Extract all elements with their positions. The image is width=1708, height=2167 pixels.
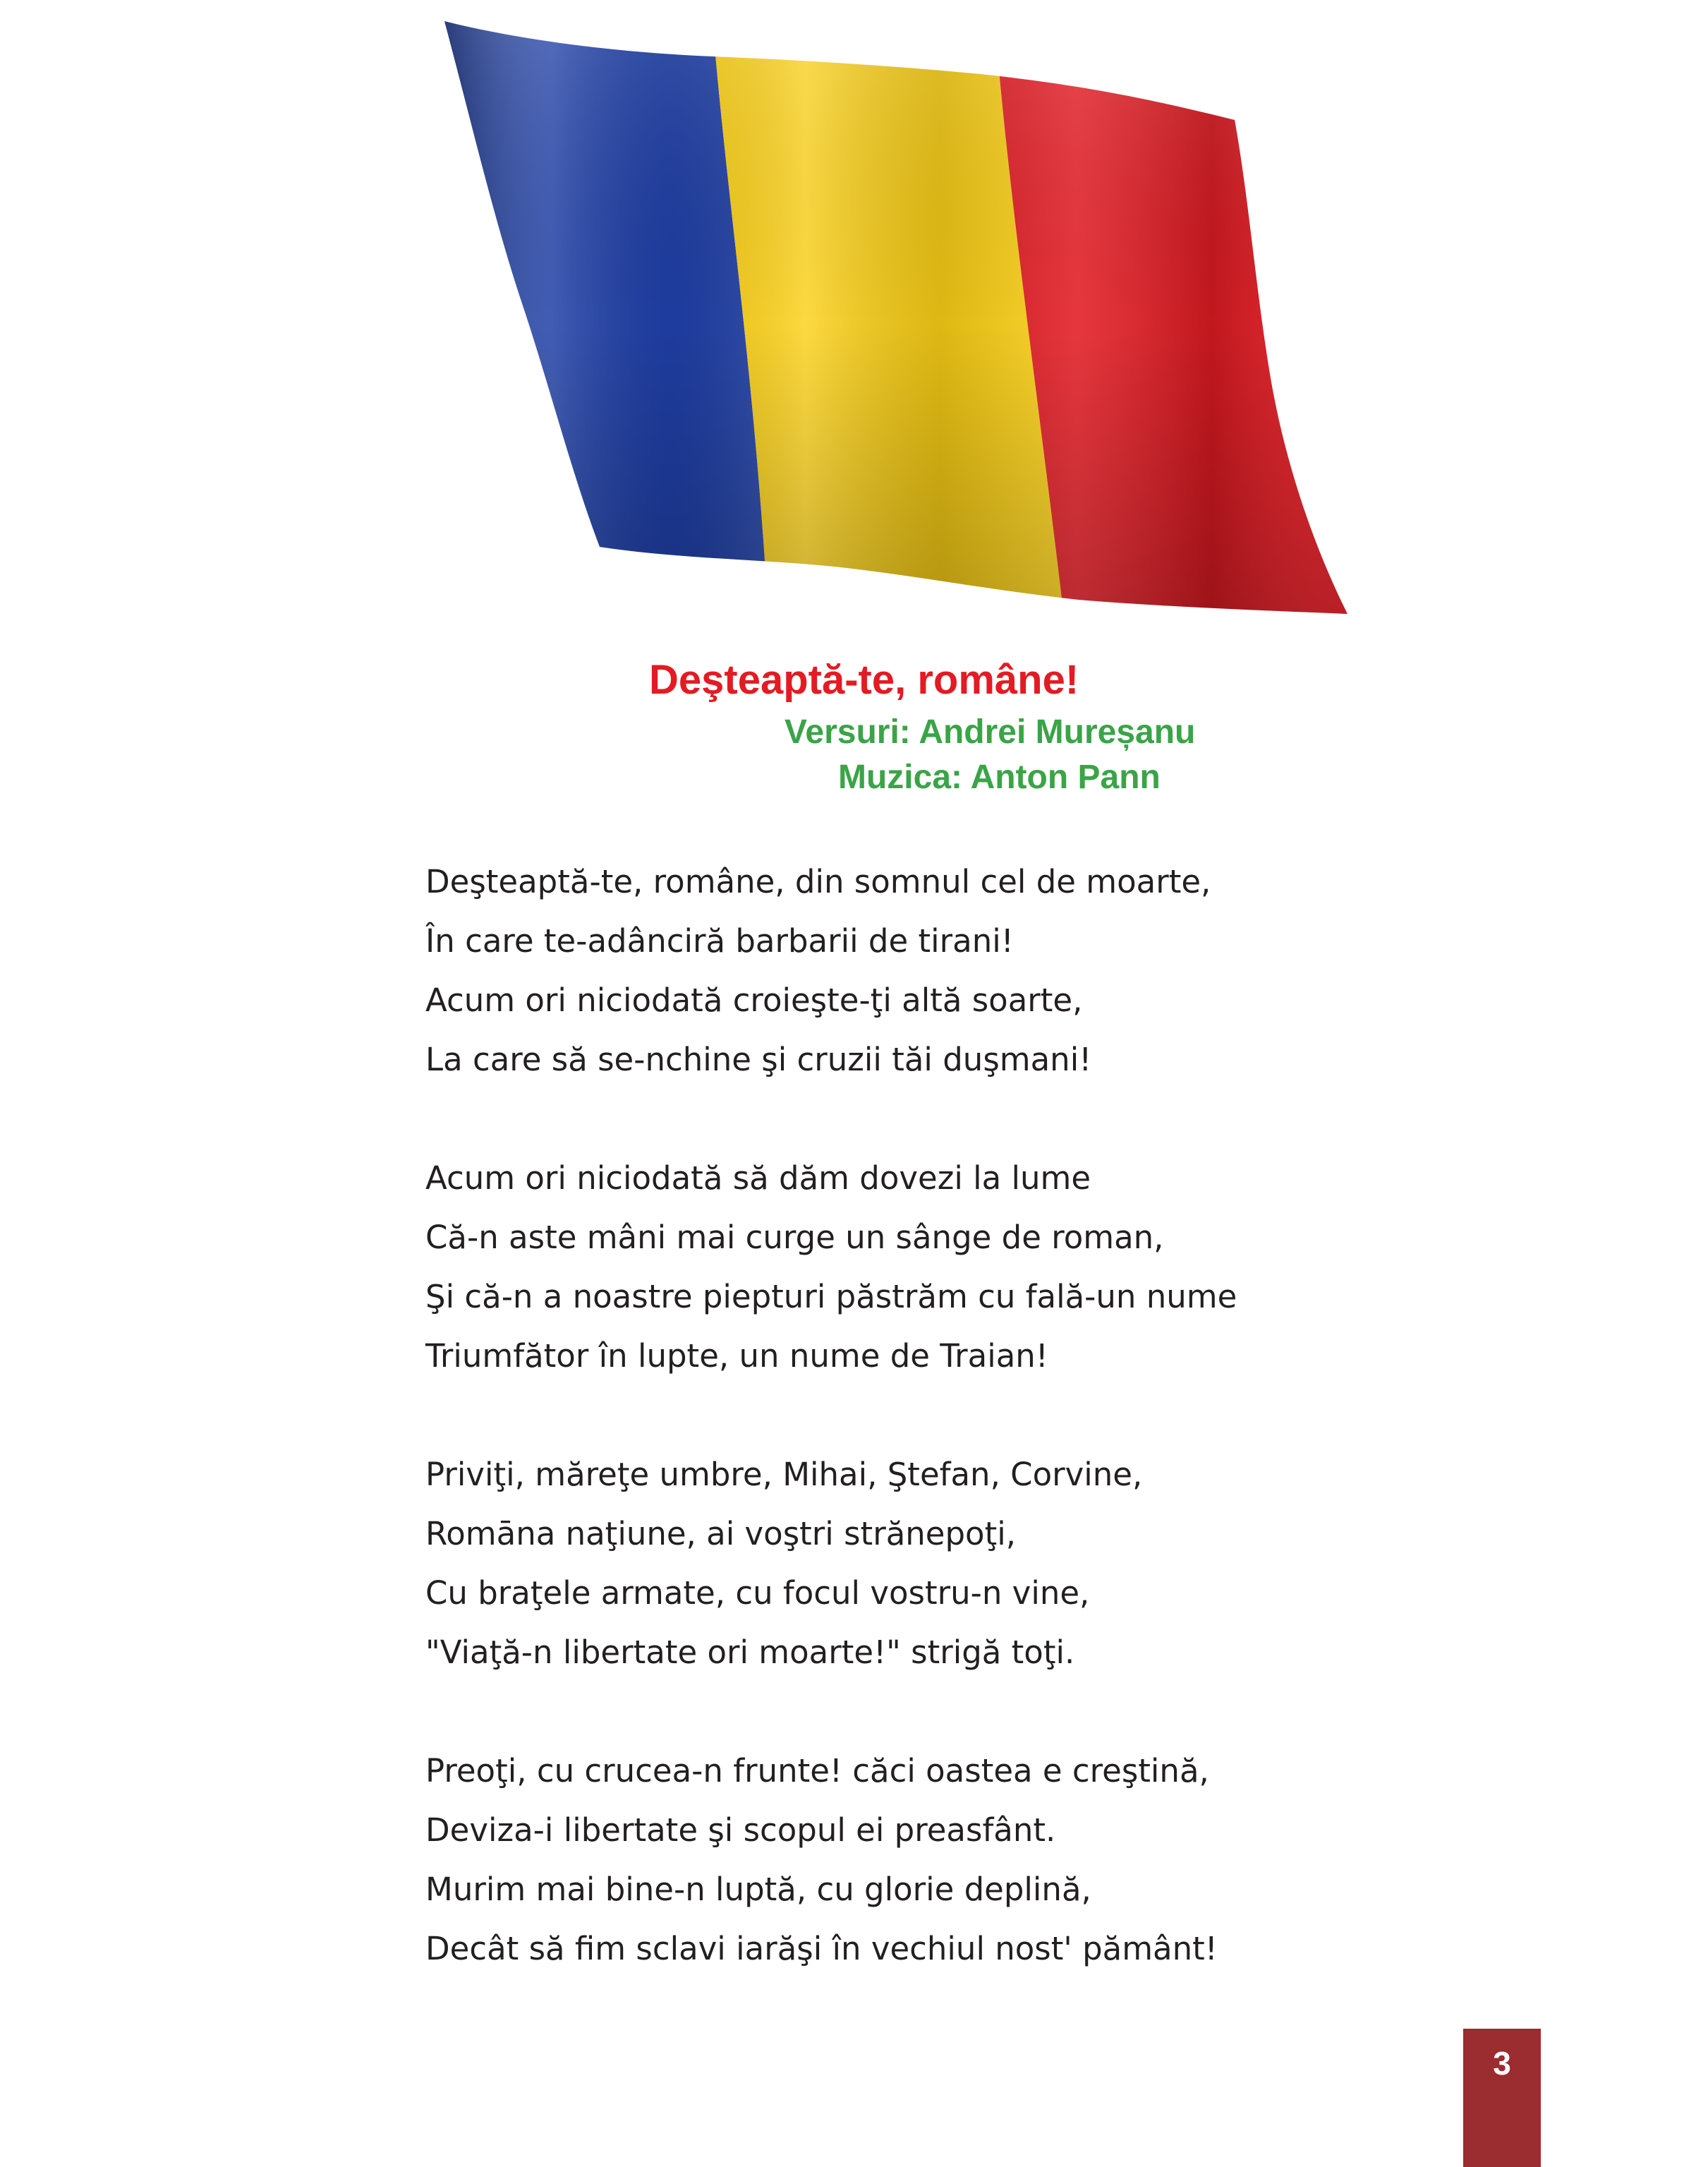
- poem-line: Acum ori niciodată să dăm dovezi la lume: [425, 1159, 1091, 1197]
- poem-line: Deviza-i libertate şi scopul ei preasfânt.: [425, 1811, 1056, 1849]
- song-title: Deşteaptă-te, române!: [649, 657, 1079, 703]
- poem-line: Preoţi, cu crucea-n frunte! căci oastea e creştină,: [425, 1752, 1209, 1789]
- lyrics-credit: Versuri: Andrei Mureșanu: [785, 713, 1196, 751]
- poem-line: Şi că-n a noastre piepturi păstrăm cu fală-un nume: [425, 1278, 1237, 1315]
- poem-line: Romāna naţiune, ai voştri strănepoţi,: [425, 1515, 1017, 1552]
- poem-line: Că-n aste mâni mai curge un sânge de roman,: [425, 1219, 1164, 1256]
- poem-line: Triumfător în lupte, un nume de Traian!: [425, 1337, 1048, 1375]
- music-credit: Muzica: Anton Pann: [838, 759, 1161, 796]
- poem-line: La care să se-nchine şi cruzii tăi duşmani!: [425, 1041, 1092, 1078]
- stanza-3: [425, 1445, 1343, 1682]
- romanian-flag-icon: [444, 21, 1347, 628]
- page-number: 3: [1493, 2045, 1511, 2082]
- page-number-badge: [1463, 2029, 1541, 2167]
- stanza-1: [425, 852, 1343, 1089]
- poem-line: "Viaţă-n libertate ori moarte!" strigă toţi.: [425, 1634, 1075, 1671]
- poem-line: Deşteaptă-te, române, din somnul cel de moarte,: [425, 863, 1211, 900]
- poem-text: [425, 852, 1343, 2038]
- stanza-2: [425, 1149, 1343, 1386]
- poem-line: Cu braţele armate, cu focul vostru-n vine,: [425, 1574, 1090, 1612]
- poem-line: Murim mai bine-n luptă, cu glorie deplină,: [425, 1871, 1091, 1908]
- poem-line: În care te-adânciră barbarii de tirani!: [425, 922, 1014, 960]
- poem-line: Priviţi, măreţe umbre, Mihai, Ştefan, Corvine,: [425, 1456, 1143, 1493]
- stanza-4: [425, 1742, 1343, 1979]
- poem-line: Acum ori niciodată croieşte-ţi altă soarte,: [425, 982, 1083, 1019]
- poem-line: Decât să fim sclavi iarăşi în vechiul nost' pământ!: [425, 1930, 1218, 1967]
